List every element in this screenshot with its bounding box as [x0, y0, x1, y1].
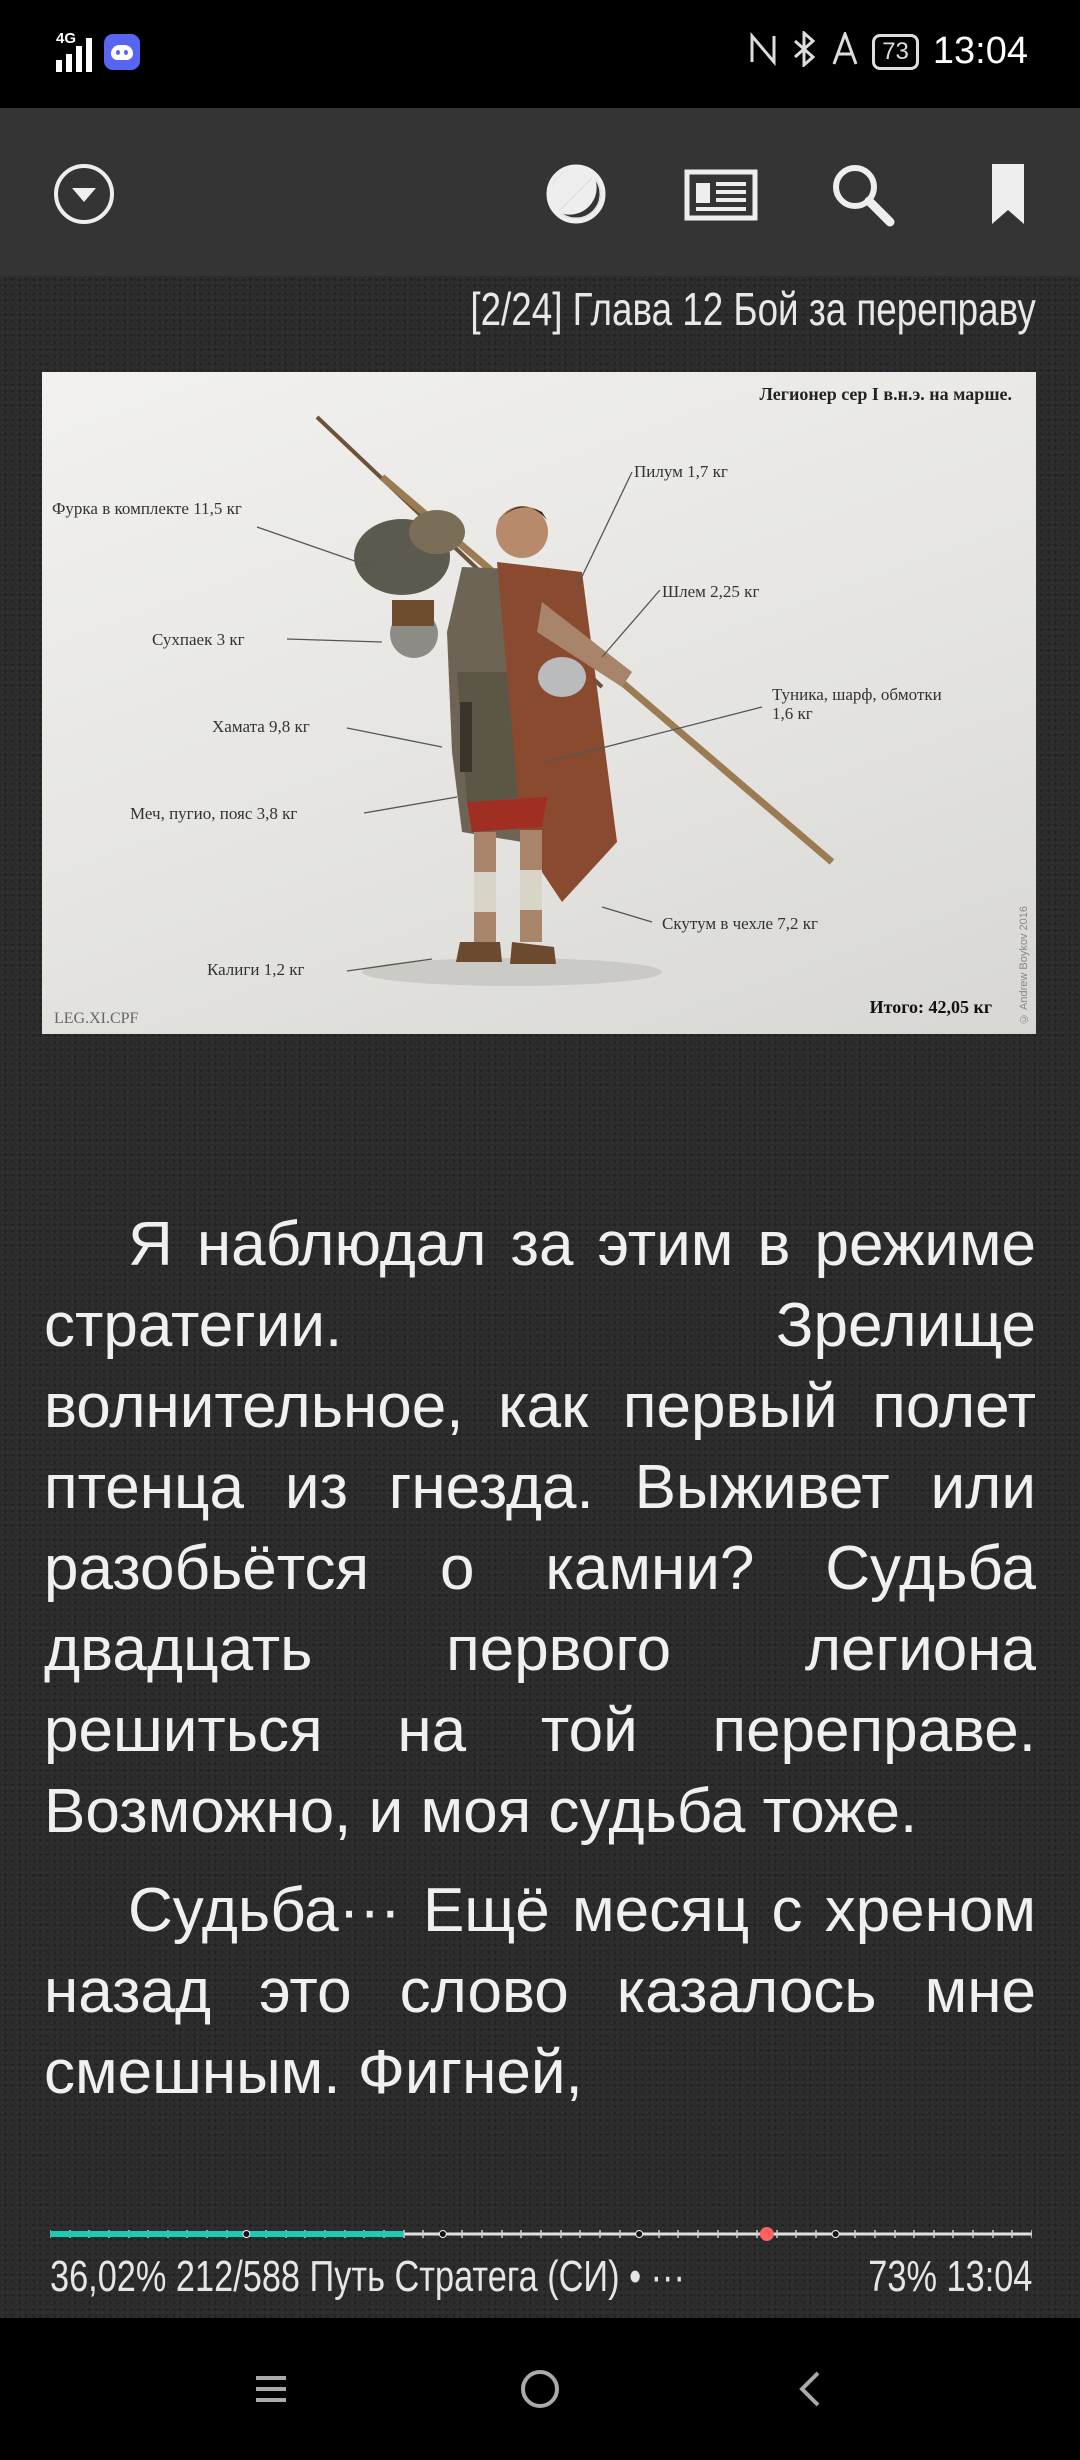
paragraph: Судьба··· Ещё месяц с хреном назад это слово казалось мне смешным. Фигней, — [44, 1876, 1036, 2107]
label-rations: Сухпаек 3 кг — [152, 630, 245, 649]
no-sim-icon — [832, 32, 858, 72]
nfc-icon — [748, 32, 778, 72]
discord-icon — [104, 34, 140, 70]
legionary-illustration — [42, 372, 1036, 1034]
home-icon[interactable] — [505, 2354, 575, 2424]
book-text — [44, 1204, 1036, 2131]
label-hamata: Хамата 9,8 кг — [212, 717, 310, 736]
chapter-marker — [439, 2231, 446, 2238]
book-contents-icon[interactable] — [684, 160, 758, 228]
label-tunic: Туника, шарф, обмотки 1,6 кг — [772, 685, 942, 723]
progress-text: 36,02% 212/588 Путь Стратега (СИ) • ··· — [50, 2252, 685, 2301]
reader-toolbar — [0, 108, 1080, 276]
navigation-bar — [0, 2318, 1080, 2460]
label-sword: Меч, пугио, пояс 3,8 кг — [130, 804, 298, 823]
search-icon[interactable] — [828, 160, 896, 228]
battery-indicator: 73 — [872, 34, 919, 70]
bluetooth-icon — [792, 31, 818, 73]
paragraph: Я наблюдал за этим в режиме стратегии. Зрелище волнительное, как первый полет птенца из гнезда. Выживет или разобьётся о камни? Судьба двадцать первого легиона решиться на той переправе. Возможно, и моя судьба тоже. — [44, 1210, 1036, 1846]
chapter-marker — [243, 2231, 250, 2238]
reading-status — [50, 2252, 1032, 2312]
bookmark-marker — [760, 2227, 774, 2241]
chapter-marker — [636, 2231, 643, 2238]
figure-credit: © Andrew Boykov 2016 — [1018, 905, 1030, 1024]
chapter-marker — [832, 2231, 839, 2238]
menu-icon[interactable] — [236, 2354, 306, 2424]
battery-time-text: 73% 13:04 — [867, 2252, 1032, 2301]
reading-progress-bar[interactable] — [50, 2226, 1032, 2240]
back-icon[interactable] — [775, 2354, 845, 2424]
status-clock: 13:04 — [932, 30, 1028, 72]
dropdown-circle-icon[interactable] — [50, 160, 118, 228]
label-furca: Фурка в комплекте 11,5 кг — [52, 499, 242, 518]
label-total: Итого: 42,05 кг — [869, 997, 992, 1017]
label-helmet: Шлем 2,25 кг — [662, 582, 760, 601]
label-pilum: Пилум 1,7 кг — [634, 462, 728, 481]
signal-icon: 4G — [56, 32, 92, 72]
figure-title: Легионер сер I в.н.э. на марше. — [759, 384, 1012, 404]
figure-watermark: LEG.XI.CPF — [54, 1010, 139, 1027]
bookmark-icon[interactable] — [974, 160, 1042, 228]
status-bar — [0, 0, 1080, 108]
contrast-icon[interactable] — [542, 160, 610, 228]
label-scutum: Скутум в чехле 7,2 кг — [662, 914, 819, 933]
label-caligae: Калиги 1,2 кг — [207, 960, 305, 979]
chapter-header: [2/24] Глава 12 Бой за переправу — [470, 283, 1036, 335]
